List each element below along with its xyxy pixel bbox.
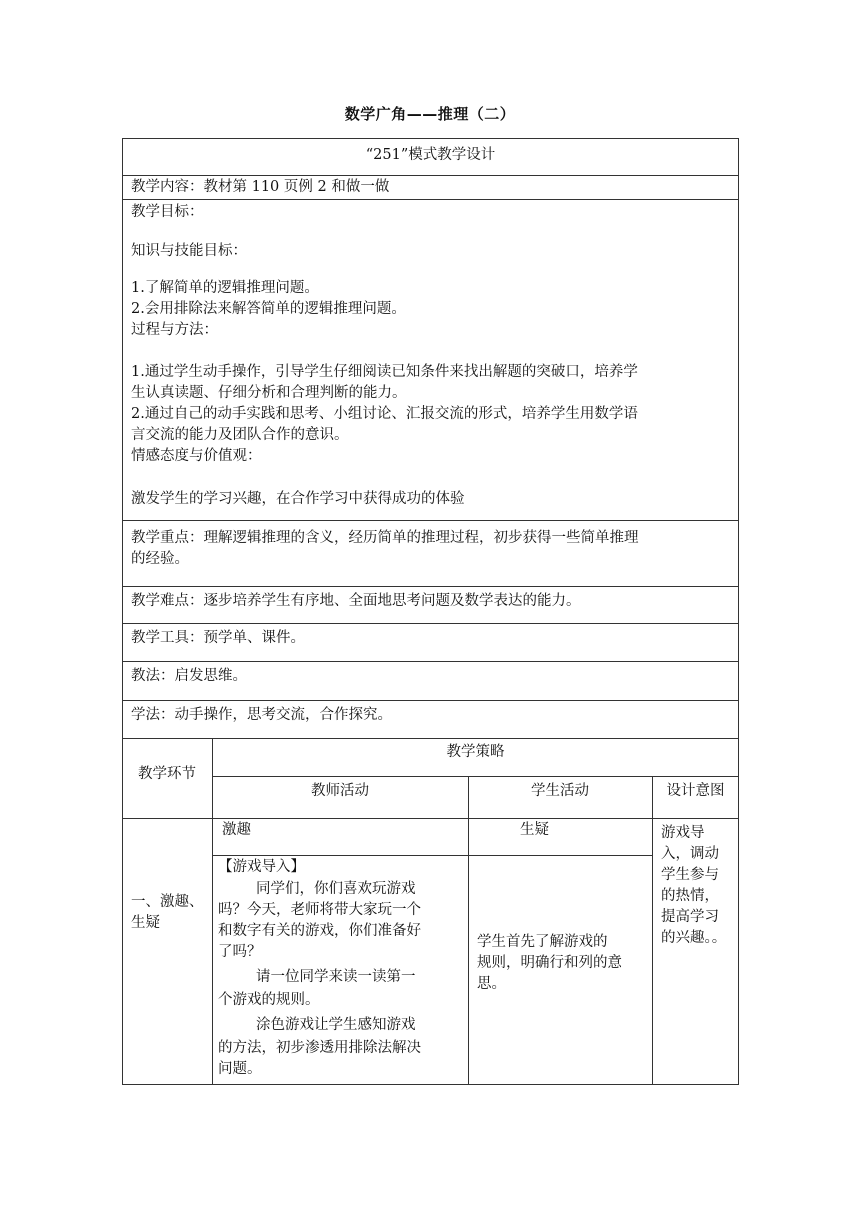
table-header: “251”模式教学设计 xyxy=(365,147,496,163)
document-title: 数学广角——推理（二） xyxy=(344,105,516,123)
column-divider xyxy=(468,776,469,1085)
teacher-activity-line: 吗？今天，老师将带大家玩一个 xyxy=(218,902,421,918)
teacher-activity-line: 请一位同学来读一读第一 xyxy=(256,969,416,985)
student-activity-line: 思。 xyxy=(477,976,506,992)
teacher-sub-heading: 激趣 xyxy=(222,822,251,838)
column-divider xyxy=(652,776,653,1085)
process-item-1-line-1: 1.通过学生动手操作，引导学生仔细阅读已知条件来找出解题的突破口，培养学 xyxy=(131,364,638,380)
learning-method: 学法：动手操作，思考交流，合作探究。 xyxy=(131,707,392,723)
row-divider xyxy=(122,661,739,662)
teaching-content: 教学内容：教材第 110 页例 2 和做一做 xyxy=(131,179,390,195)
difficulty: 教学难点：逐步培养学生有序地、全面地思考问题及数学表达的能力。 xyxy=(131,593,581,609)
row-divider xyxy=(122,520,739,521)
teaching-method: 教法：启发思维。 xyxy=(131,668,247,684)
student-activity-line: 规则，明确行和列的意 xyxy=(477,955,622,971)
emotion-item-1: 激发学生的学习兴趣，在合作学习中获得成功的体验 xyxy=(131,491,465,507)
design-intent-line: 提高学习 xyxy=(661,909,719,925)
key-point-line-1: 教学重点：理解逻辑推理的含义，经历简单的推理过程，初步获得一些简单推理 xyxy=(131,530,639,546)
teacher-activity-line: 了吗？ xyxy=(218,944,262,960)
stage-header: 教学环节 xyxy=(138,766,196,782)
process-item-2-line-2: 言交流的能力及团队合作的意识。 xyxy=(131,427,349,443)
key-point-line-2: 的经验。 xyxy=(131,551,189,567)
row-divider xyxy=(122,818,739,819)
row-divider xyxy=(212,855,652,856)
emotion-heading: 情感态度与价值观： xyxy=(131,448,262,464)
design-intent-line: 的兴趣。。 xyxy=(661,930,727,946)
process-item-2-line-1: 2.通过自己的动手实践和思考、小组讨论、汇报交流的形式，培养学生用数学语 xyxy=(131,406,638,422)
process-item-1-line-2: 生认真读题、仔细分析和合理判断的能力。 xyxy=(131,385,407,401)
objectives-heading: 教学目标： xyxy=(131,204,204,220)
row-divider xyxy=(212,776,739,777)
design-intent-line: 的热情， xyxy=(661,888,719,904)
row-divider xyxy=(122,623,739,624)
teaching-tools: 教学工具：预学单、课件。 xyxy=(131,630,305,646)
knowledge-item-1: 1.了解简单的逻辑推理问题。 xyxy=(131,280,319,296)
design-intent-line: 入，调动 xyxy=(661,846,719,862)
teacher-activity-line: 个游戏的规则。 xyxy=(218,992,320,1008)
stage-name-line-2: 生疑 xyxy=(131,915,160,931)
student-activity-line: 学生首先了解游戏的 xyxy=(477,934,608,950)
teacher-activity-line: 的方法，初步渗透用排除法解决 xyxy=(218,1040,421,1056)
knowledge-heading: 知识与技能目标： xyxy=(131,243,247,259)
row-divider xyxy=(122,199,739,200)
teacher-activity-header: 教师活动 xyxy=(311,783,369,799)
row-divider xyxy=(122,700,739,701)
teacher-activity-line: 和数字有关的游戏，你们准备好 xyxy=(218,923,421,939)
student-sub-heading: 生疑 xyxy=(520,822,549,838)
student-activity-header: 学生活动 xyxy=(531,783,589,799)
design-intent-header: 设计意图 xyxy=(666,783,725,799)
teacher-activity-line: 同学们，你们喜欢玩游戏 xyxy=(256,881,416,897)
row-divider xyxy=(122,586,739,587)
stage-name-line-1: 一、激趣、 xyxy=(131,894,204,910)
teacher-activity-line: 涂色游戏让学生感知游戏 xyxy=(256,1017,416,1033)
strategy-header: 教学策略 xyxy=(446,744,505,760)
teacher-activity-line: 问题。 xyxy=(218,1061,262,1077)
design-intent-line: 学生参与 xyxy=(661,867,719,883)
design-intent-line: 游戏导 xyxy=(661,825,705,841)
process-heading: 过程与方法： xyxy=(131,322,218,338)
knowledge-item-2: 2.会用排除法来解答简单的逻辑推理问题。 xyxy=(131,301,406,317)
teacher-activity-title: 【游戏导入】 xyxy=(218,859,305,875)
row-divider xyxy=(122,175,739,176)
